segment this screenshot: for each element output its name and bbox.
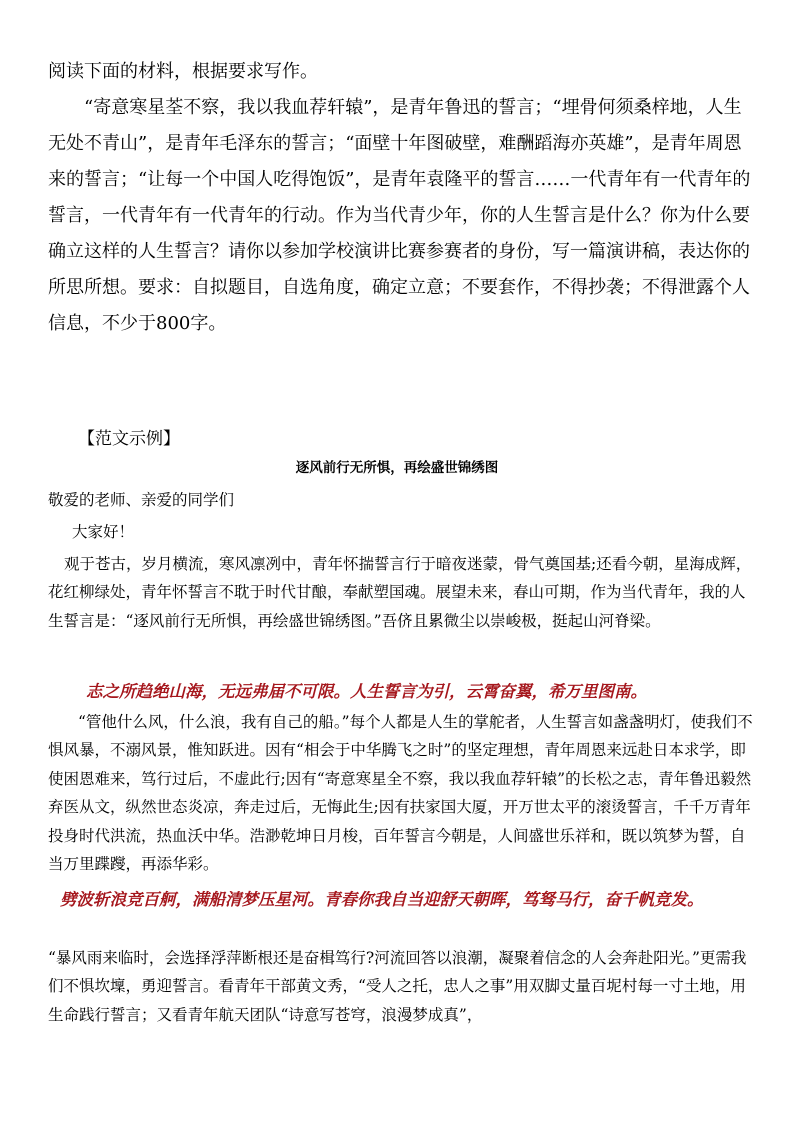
prompt-material	[48, 90, 754, 342]
highlight-text: 劈波斩浪竞百舸，满船清梦压星河。青春你我自当迎舒天朝晖，笃驽马行，奋千帆竞发。	[60, 890, 704, 909]
essay-highlight-1	[48, 678, 754, 706]
sample-label: 【范文示例】	[78, 429, 180, 449]
prompt-body-text: “寄意寒星荃不察，我以我血荐轩辕”，是青年鲁迅的誓言；“埋骨何须桑梓地，人生无处不青山”，是青年毛泽东的誓言；“面壁十年图破壁，难酬蹈海亦英雄”，是青年周恩来的誓言；“让每一个中国人吃得饱饭”，是青年袁隆平的誓言……一代青年有一代青年的誓言，一代青年有一代青年的行动。作为当代青少年，你的人生誓言是什么？你为什么要确立这样的人生誓言？请你以参加学校演讲比赛参赛者的身份，写一篇演讲稿，表达你的所思所想。要求：自拟题目，自选角度，确定立意；不要套作，不得抄袭；不得泄露个人信息，不少于800字。	[48, 97, 751, 334]
paragraph-text: “管他什么风，什么浪，我有自己的船。”每个人都是人生的掌舵者，人生誓言如盏盏明灯，使我们不惧风暴，不溺风景，惟知跃进。因有“相会于中华腾飞之时”的坚定理想，青年周恩来远赴日本求学，即使困恩难来，笃行过后，不虚此行;因有“寄意寒星全不察，我以我血荐轩辕”的长松之志，青年鲁迅毅然弃医从文，纵然世态炎凉，奔走过后，无悔此生;因有扶家国大厦，开万世太平的滚烫誓言，千千万青年投身时代洪流，热血沃中华。浩渺乾坤日月梭，百年誓言今朝是，人间盛世乐祥和，既以筑梦为誓，自当万里蹀躞，再添华彩。	[48, 713, 753, 874]
essay-paragraph-2	[48, 708, 754, 878]
essay-hello: 大家好！	[72, 523, 135, 541]
paragraph-text: “暴风雨来临时，会选择浮萍断根还是奋楫笃行?河流回答以浪潮，凝聚着信念的人会奔赴阳光。”更需我们不惧坎壈，勇迎誓言。看青年干部黄文秀，“受人之托，忠人之事”用双脚丈量百坭村每一寸土地，用生命践行誓言；又看青年航天团队“诗意写苍穹，浪漫梦成真”，	[48, 949, 747, 1024]
prompt-instruction: 阅读下面的材料，根据要求写作。	[48, 61, 318, 82]
essay-paragraph-3	[48, 944, 754, 1029]
essay-title: 逐风前行无所惧，再绘盛世锦绣图	[295, 460, 499, 476]
highlight-text: 志之所趋绝山海，无远弗届不可限。人生誓言为引，云霄奋翼，希万里图南。	[86, 682, 647, 701]
essay-greeting: 敬爱的老师、亲爱的同学们	[48, 491, 235, 509]
essay-paragraph-1	[48, 550, 754, 635]
essay-highlight-2	[48, 886, 754, 914]
paragraph-text: 观于苍古，岁月横流，寒风凛冽中，青年怀揣誓言行于暗夜迷蒙，骨气奠国基;还看今朝，星海成辉，花红柳绿处，青年怀誓言不耽于时代甘酿，奉献塑国魂。展望未来，春山可期，作为当代青年，我的人生誓言是：“逐风前行无所惧，再绘盛世锦绣图。”吾侪且累微尘以崇峻极，挺起山河脊梁。	[48, 555, 752, 630]
